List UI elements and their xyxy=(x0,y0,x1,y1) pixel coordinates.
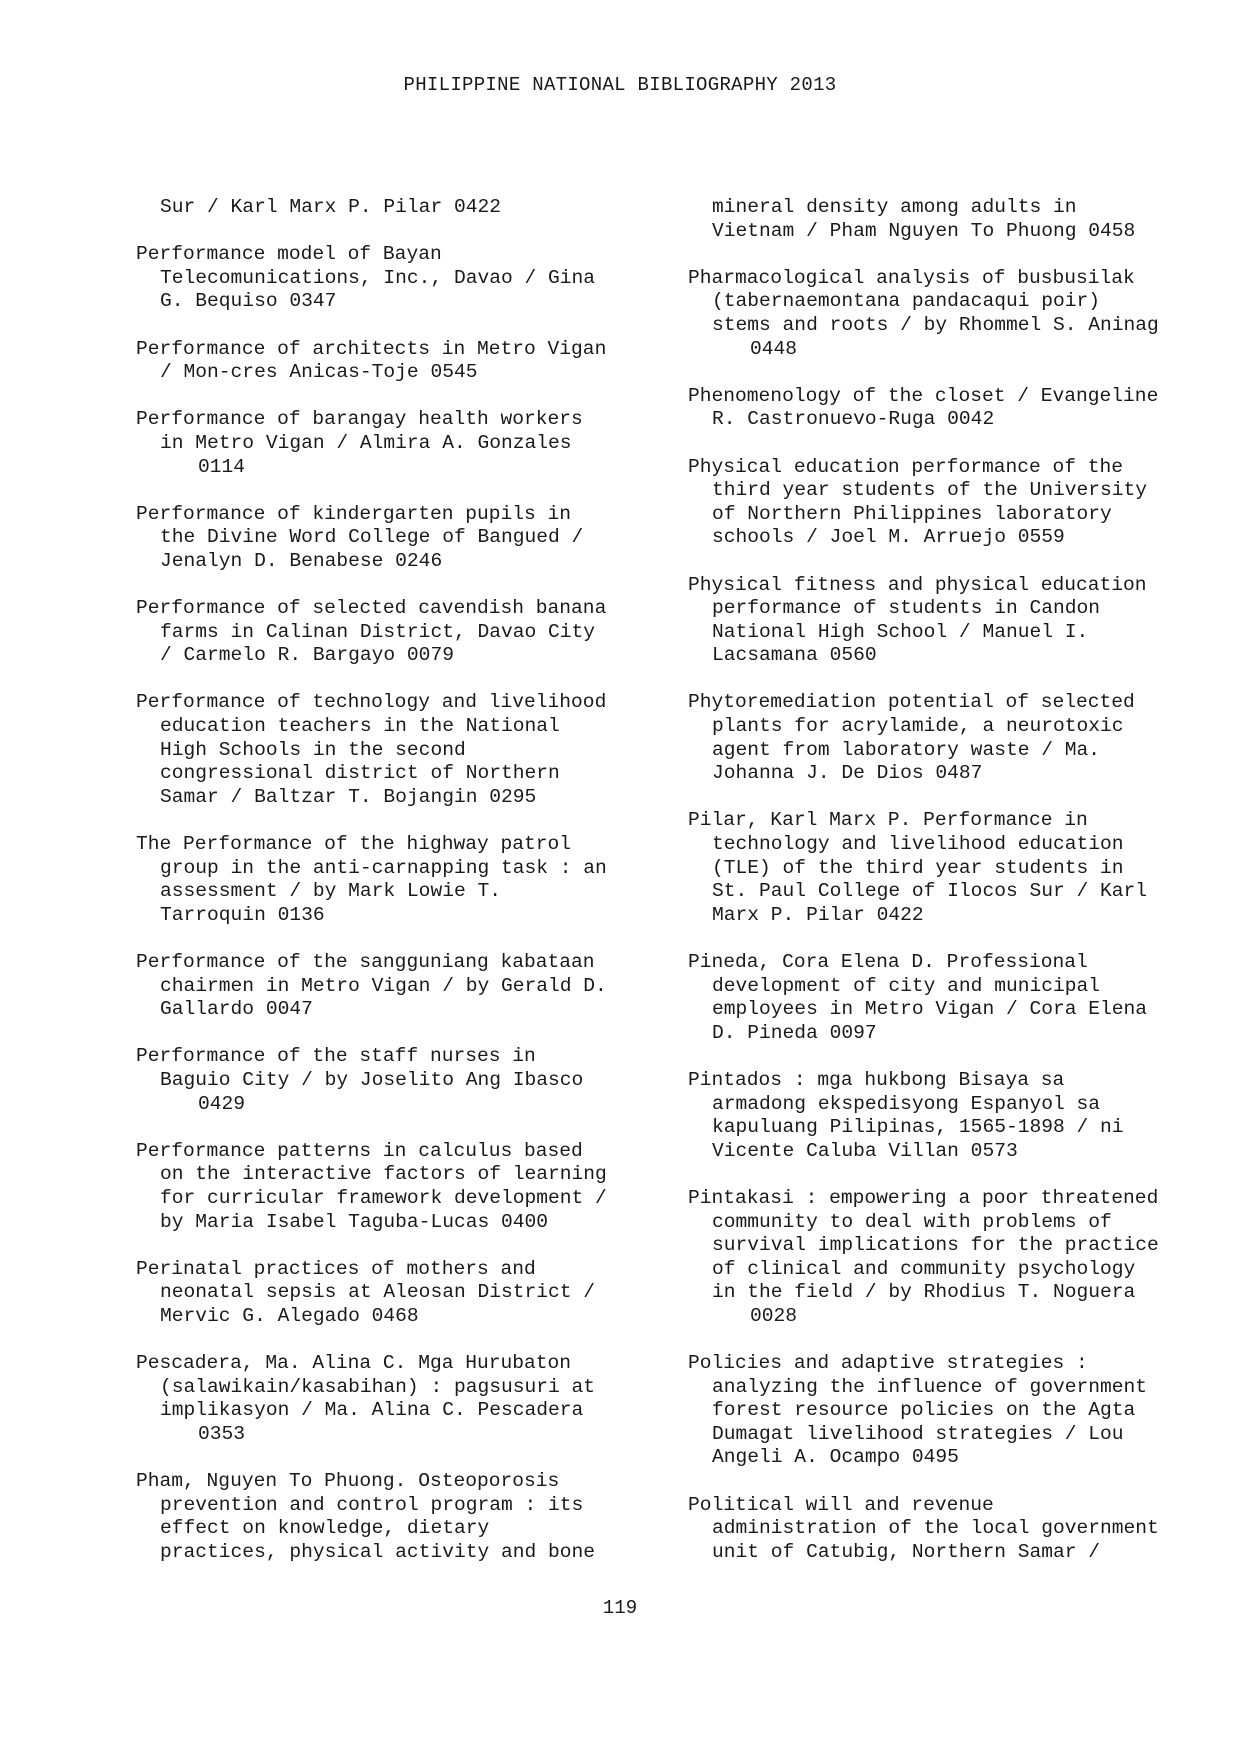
entry-line: Performance of barangay health workers xyxy=(136,408,583,431)
entry-line: 0114 xyxy=(198,455,246,478)
page-header: PHILIPPINE NATIONAL BIBLIOGRAPHY 2013 xyxy=(403,74,837,96)
bibliography-entry xyxy=(688,1494,1208,1565)
bibliography-entry xyxy=(688,691,1208,785)
bibliography-entry xyxy=(136,691,656,809)
bibliography-entry xyxy=(136,243,656,314)
bibliography-entry xyxy=(688,574,1208,668)
entry-line: for curricular framework development / xyxy=(160,1186,607,1209)
entry-line: community to deal with problems of xyxy=(712,1210,1112,1233)
entry-line: Policies and adaptive strategies : xyxy=(688,1352,1088,1375)
entry-line: National High School / Manuel I. xyxy=(712,620,1089,643)
entry-line: G. Bequiso 0347 xyxy=(160,290,337,313)
entry-line: Performance of selected cavendish banana xyxy=(136,597,607,620)
entry-line: 0429 xyxy=(198,1092,246,1115)
entry-line: (tabernaemontana pandacaqui poir) xyxy=(712,290,1101,313)
bibliography-entry xyxy=(136,408,656,479)
entry-line: Vicente Caluba Villan 0573 xyxy=(712,1139,1018,1162)
bibliography-entry xyxy=(688,1187,1208,1329)
entry-line: assessment / by Mark Lowie T. xyxy=(160,880,501,903)
entry-line: Physical education performance of the xyxy=(688,455,1124,478)
entry-line: implikasyon / Ma. Alina C. Pescadera xyxy=(160,1399,584,1422)
entry-line: on the interactive factors of learning xyxy=(160,1163,607,1186)
entry-line: practices, physical activity and bone xyxy=(160,1540,596,1563)
entry-line: Dumagat livelihood strategies / Lou xyxy=(712,1422,1124,1445)
entry-line: Performance of kindergarten pupils in xyxy=(136,502,572,525)
entry-line: forest resource policies on the Agta xyxy=(712,1399,1136,1422)
entry-line: Phenomenology of the closet / Evangeline xyxy=(688,384,1159,407)
page-number: 119 xyxy=(602,1597,638,1619)
bibliography-entry xyxy=(136,503,656,574)
entry-line: in the field / by Rhodius T. Noguera xyxy=(712,1281,1136,1304)
entry-line: group in the anti-carnapping task : an xyxy=(160,856,607,879)
entry-line: prevention and control program : its xyxy=(160,1493,584,1516)
bibliography-entry xyxy=(688,196,1208,243)
entry-line: stems and roots / by Rhommel S. Aninag xyxy=(712,313,1159,336)
entry-line: Physical fitness and physical education xyxy=(688,573,1147,596)
entry-line: Mervic G. Alegado 0468 xyxy=(160,1304,419,1327)
entry-line: High Schools in the second xyxy=(160,738,466,761)
bibliography-entry xyxy=(688,1352,1208,1470)
entry-line: Pineda, Cora Elena D. Professional xyxy=(688,951,1088,973)
bibliography-entry xyxy=(136,1140,656,1234)
entry-line: Gallardo 0047 xyxy=(160,998,313,1021)
entry-line: survival implications for the practice xyxy=(712,1234,1159,1257)
entry-line: analyzing the influence of government xyxy=(712,1375,1148,1398)
entry-line: of clinical and community psychology xyxy=(712,1257,1136,1280)
entry-line: Samar / Baltzar T. Bojangin 0295 xyxy=(160,785,537,808)
entry-line: education teachers in the National xyxy=(160,715,560,738)
entry-line: Performance of the sangguniang kabataan xyxy=(136,951,595,973)
entry-line: Perinatal practices of mothers and xyxy=(136,1257,536,1280)
entry-line: Pescadera, Ma. Alina C. Mga Hurubaton xyxy=(136,1352,572,1375)
entry-line: mineral density among adults in xyxy=(712,196,1077,218)
entry-line: (TLE) of the third year students in xyxy=(712,856,1124,879)
bibliography-entry xyxy=(136,1258,656,1329)
entry-line: (salawikain/kasabihan) : pagsusuri at xyxy=(160,1375,596,1398)
entry-line: armadong ekspedisyong Espanyol sa xyxy=(712,1092,1101,1115)
entry-line: D. Pineda 0097 xyxy=(712,1021,877,1044)
bibliography-entry xyxy=(688,1069,1208,1163)
entry-line: / Mon-cres Anicas-Toje 0545 xyxy=(160,361,478,384)
entry-line: kapuluang Pilipinas, 1565-1898 / ni xyxy=(712,1116,1124,1139)
bibliography-entry xyxy=(136,833,656,927)
bibliography-entry xyxy=(688,456,1208,550)
entry-line: Tarroquin 0136 xyxy=(160,903,325,926)
entry-line: development of city and municipal xyxy=(712,974,1101,997)
entry-line: Phytoremediation potential of selected xyxy=(688,691,1135,714)
entry-line: Performance of the staff nurses in xyxy=(136,1045,536,1068)
entry-line: 0448 xyxy=(750,337,798,360)
entry-line: in Metro Vigan / Almira A. Gonzales xyxy=(160,431,572,454)
entry-line: The Performance of the highway patrol xyxy=(136,833,572,856)
bibliography-entry xyxy=(136,1352,656,1446)
entry-line: neonatal sepsis at Aleosan District / xyxy=(160,1281,596,1304)
entry-line: Johanna J. De Dios 0487 xyxy=(712,762,983,785)
bibliography-entry xyxy=(136,951,656,1022)
entry-line: Pharmacological analysis of busbusilak xyxy=(688,266,1135,289)
bibliography-entry xyxy=(136,196,656,220)
entry-line: Vietnam / Pham Nguyen To Phuong 0458 xyxy=(712,219,1136,242)
left-column xyxy=(136,196,656,1588)
entry-line: 0353 xyxy=(198,1422,246,1445)
bibliography-entry xyxy=(136,597,656,668)
entry-line: Marx P. Pilar 0422 xyxy=(712,903,924,926)
entry-line: congressional district of Northern xyxy=(160,762,560,785)
entry-line: Political will and revenue xyxy=(688,1493,994,1516)
entry-line: Performance of technology and livelihood xyxy=(136,691,607,714)
entry-line: Pintados : mga hukbong Bisaya sa xyxy=(688,1068,1065,1091)
entry-line: unit of Catubig, Northern Samar / xyxy=(712,1540,1101,1563)
bibliography-entry xyxy=(688,809,1208,927)
entry-line: / Carmelo R. Bargayo 0079 xyxy=(160,644,454,667)
entry-line: effect on knowledge, dietary xyxy=(160,1517,490,1540)
entry-line: schools / Joel M. Arruejo 0559 xyxy=(712,526,1065,549)
entry-line: Telecomunications, Inc., Davao / Gina xyxy=(160,266,596,289)
entry-line: technology and livelihood education xyxy=(712,833,1124,856)
entry-line: Lacsamana 0560 xyxy=(712,644,877,667)
entry-line: of Northern Philippines laboratory xyxy=(712,502,1112,525)
entry-line: 0028 xyxy=(750,1304,798,1327)
entry-line: Pilar, Karl Marx P. Performance in xyxy=(688,809,1088,832)
entry-line: the Divine Word College of Bangued / xyxy=(160,526,584,549)
entry-line: St. Paul College of Ilocos Sur / Karl xyxy=(712,880,1148,903)
entry-line: Sur / Karl Marx P. Pilar 0422 xyxy=(160,196,501,218)
entry-line: Performance patterns in calculus based xyxy=(136,1139,583,1162)
entry-line: Pintakasi : empowering a poor threatened xyxy=(688,1186,1159,1209)
bibliography-entry xyxy=(136,1470,656,1564)
entry-line: third year students of the University xyxy=(712,479,1148,502)
entry-line: Baguio City / by Joselito Ang Ibasco xyxy=(160,1068,584,1091)
entry-line: plants for acrylamide, a neurotoxic xyxy=(712,715,1124,738)
entry-line: Performance model of Bayan xyxy=(136,243,442,266)
right-column xyxy=(688,196,1208,1588)
bibliography-entry xyxy=(688,951,1208,1045)
entry-line: agent from laboratory waste / Ma. xyxy=(712,738,1101,761)
bibliography-entry xyxy=(688,267,1208,361)
entry-line: Angeli A. Ocampo 0495 xyxy=(712,1446,959,1469)
entry-line: farms in Calinan District, Davao City xyxy=(160,620,596,643)
entry-line: employees in Metro Vigan / Cora Elena xyxy=(712,998,1148,1021)
entry-line: Performance of architects in Metro Vigan xyxy=(136,337,607,360)
bibliography-entry xyxy=(688,385,1208,432)
entry-line: chairmen in Metro Vigan / by Gerald D. xyxy=(160,974,607,997)
entry-line: administration of the local government xyxy=(712,1517,1159,1540)
entry-line: by Maria Isabel Taguba-Lucas 0400 xyxy=(160,1210,549,1233)
bibliography-entry xyxy=(136,338,656,385)
bibliography-entry xyxy=(136,1045,656,1116)
entry-line: performance of students in Candon xyxy=(712,597,1101,620)
entry-line: R. Castronuevo-Ruga 0042 xyxy=(712,408,995,431)
entry-line: Pham, Nguyen To Phuong. Osteoporosis xyxy=(136,1470,560,1493)
entry-line: Jenalyn D. Benabese 0246 xyxy=(160,549,443,572)
